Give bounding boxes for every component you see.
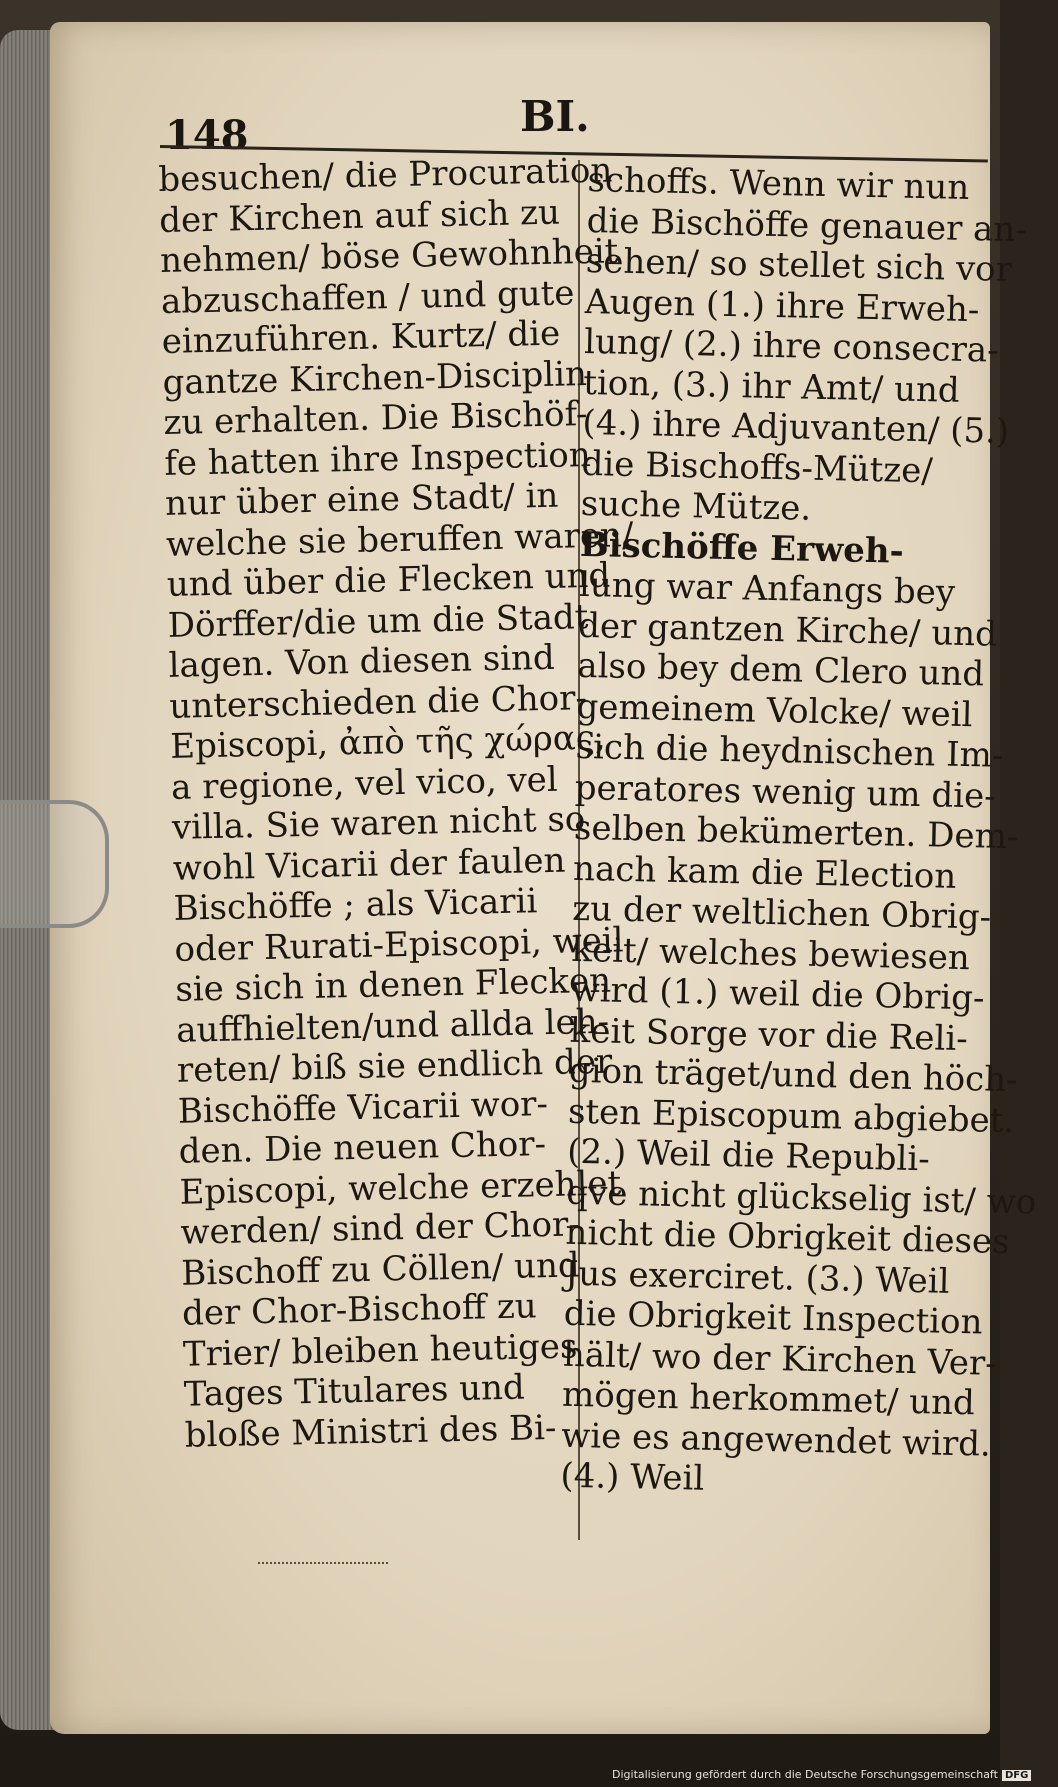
text-line: Tages Titulares und (183, 1367, 526, 1415)
text-line: Augen (1.) ihre Erweh- (584, 281, 980, 330)
text-line: lung war Anfangs bey (578, 564, 956, 613)
text-line: wie es angewendet wird. (560, 1415, 992, 1465)
text-line: gemeinem Volcke/ weil (576, 686, 973, 735)
text-line: Bischöffe ; als Vicarii (173, 881, 538, 929)
text-line: Bischöffe Erweh- (579, 524, 905, 572)
text-line: der gantzen Kirche/ und (577, 605, 998, 655)
text-line: auffhielten/und allda leh- (175, 1001, 610, 1051)
text-line: wohl Vicarii der faulen (172, 840, 566, 889)
text-line: keit/ welches bewiesen (571, 929, 971, 978)
text-line: besuchen/ die Procuration (158, 150, 613, 200)
text-line: nicht die Obrigkeit dieses (565, 1212, 1010, 1263)
text-line: peratores wenig um die- (574, 767, 997, 817)
text-line: die Bischoffs-Mütze/ (581, 443, 934, 491)
text-line: einzuführen. Kurtz/ die (161, 313, 561, 362)
text-line: werden/ sind der Chor- (180, 1204, 581, 1253)
left-column (158, 150, 634, 1456)
text-line: lagen. Von diesen sind (168, 637, 556, 686)
text-line: lung/ (2.) ihre consecra- (583, 321, 999, 371)
text-line: suche Mütze. (580, 483, 812, 529)
text-line: den. Die neuen Chor- (178, 1124, 547, 1172)
text-line: zu der weltlichen Obrig- (571, 888, 992, 938)
text-line: zu erhalten. Die Bischöf- (163, 394, 588, 443)
text-line: nur über eine Stadt/ in (164, 475, 559, 524)
text-line: abzuschaffen / und gute (160, 272, 575, 322)
text-line: also bey dem Clero und (576, 645, 985, 695)
text-line: sehen/ so stellet sich vor (585, 240, 1013, 290)
text-line: Jus exerciret. (3.) Weil (564, 1253, 950, 1302)
text-line: Bischoff zu Cöllen/ und (180, 1244, 581, 1294)
text-line: die Bischöffe genauer an- (586, 200, 1028, 250)
text-line: sich die heydnischen Im- (575, 726, 1004, 776)
text-line: Episcopi, welche erzehlet (179, 1163, 622, 1213)
text-line: selben bekümerten. Dem- (573, 807, 1019, 858)
text-line: schoffs. Wenn wir nun (587, 160, 970, 208)
text-line: (4.) Weil (560, 1455, 705, 1499)
text-line: unterschieden die Chor- (169, 677, 588, 727)
text-line: qve nicht glückselig ist/ wo (565, 1172, 1037, 1223)
text-line: villa. Sie waren nicht so (171, 799, 586, 848)
text-line: der Chor-Bischoff zu (181, 1286, 538, 1334)
page-number: 148 (165, 112, 249, 159)
bottom-rule (258, 1562, 388, 1564)
text-line: fe hatten ihre Inspection (163, 434, 592, 484)
text-line: wird (1.) weil die Obrig- (570, 969, 985, 1019)
text-line: nehmen/ böse Gewohnheit (159, 231, 619, 281)
digitization-credit (612, 1768, 1031, 1781)
running-head: BI. (520, 92, 590, 141)
text-line: oder Rurati-Episcopi, weil (174, 919, 624, 970)
text-line: gion träget/und den höch- (568, 1050, 1019, 1101)
text-line: hält/ wo der Kirchen Ver- (562, 1334, 998, 1384)
text-line: a regione, vel vico, vel (170, 759, 559, 808)
text-line: Dörffer/die um die Stadt (167, 596, 589, 646)
text-line: sten Episcopum abgiebet. (567, 1091, 1015, 1141)
text-line: sie sich in denen Flecken (174, 960, 612, 1010)
text-line: Episcopi, ἀπὸ τῆς χώρας, (169, 717, 607, 767)
text-line: (4.) ihre Adjuvanten/ (5.) (582, 402, 1010, 452)
text-line: gantze Kirchen-Disciplin (162, 353, 588, 403)
credit-text: Digitalisierung gefördert durch die Deutsche Forschungsgemeinschaft (612, 1768, 998, 1781)
text-line: Bischöffe Vicarii wor- (177, 1083, 549, 1132)
text-line: tion, (3.) ihr Amt/ und (582, 362, 961, 411)
text-line: bloße Ministri des Bi- (184, 1407, 557, 1456)
text-line: mögen herkommet/ und (561, 1374, 976, 1424)
text-line: keit Sorge vor die Reli- (569, 1010, 969, 1059)
page-clip (0, 800, 109, 928)
text-line: die Obrigkeit Inspection (563, 1293, 983, 1343)
text-line: der Kirchen auf sich zu (158, 192, 561, 241)
right-column (560, 160, 1037, 1504)
text-line: Trier/ bleiben heutiges (182, 1325, 578, 1375)
text-line: reten/ biß sie endlich der (176, 1041, 613, 1091)
dfg-logo: DFG (1002, 1770, 1031, 1781)
text-line: und über die Flecken und (166, 555, 611, 605)
text-line: welche sie beruffen waren/ (165, 514, 634, 565)
text-line: nach kam die Election (572, 848, 957, 897)
text-line: (2.) Weil die Republi- (566, 1131, 931, 1180)
